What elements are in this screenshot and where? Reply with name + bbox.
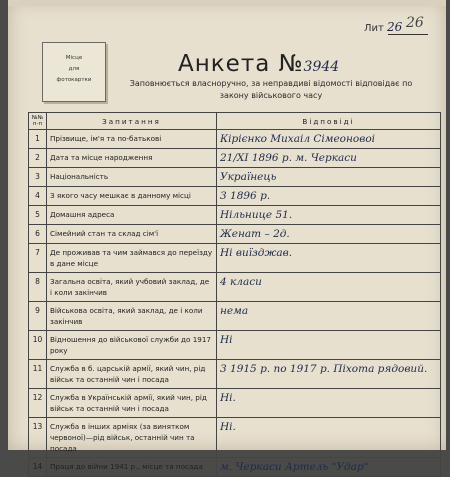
row-answer: Женат – 2д. [217, 225, 441, 244]
row-question: З якого часу мешкає в данному місці [47, 187, 217, 206]
row-question: Служба в б. царській армії, який чин, рід військ та останній чин і посада [47, 360, 217, 389]
row-question: Загальна освіта, який учбовий заклад, де і коли закінчив [47, 273, 217, 302]
table-header-row [29, 113, 441, 130]
row-number: 4 [29, 187, 47, 206]
row-question: Праця до війни 1941 р., місце та посада [47, 458, 217, 477]
header-num: №№ п-п [29, 113, 47, 130]
row-question: Прізвище, ім'я та по-батькові [47, 130, 217, 149]
row-answer: Кірієнко Михаіл Сімеоновоі [217, 130, 441, 149]
row-question: Де проживав та чим займався до переїзду в дане місце [47, 244, 217, 273]
table-row [29, 187, 441, 206]
table-row [29, 360, 441, 389]
sheet-label: Лит [364, 23, 384, 34]
photo-label-1: Місце [65, 55, 83, 61]
table-row [29, 130, 441, 149]
row-question: Сімейний стан та склад сім'ї [47, 225, 217, 244]
document-paper [8, 0, 446, 473]
row-number: 11 [29, 360, 47, 389]
row-number: 5 [29, 206, 47, 225]
header-answer: Відповіді [217, 113, 441, 130]
table-row [29, 206, 441, 225]
row-number: 13 [29, 418, 47, 458]
row-number: 14 [29, 458, 47, 477]
table-row [29, 302, 441, 331]
row-number: 8 [29, 273, 47, 302]
table-row [29, 273, 441, 302]
table-row [29, 389, 441, 418]
row-answer: 3 1915 р. по 1917 р. Піхота рядовий. [217, 360, 441, 389]
table-row [29, 225, 441, 244]
row-answer: Нільнице 51. [217, 206, 441, 225]
table-row [29, 458, 441, 477]
photo-placeholder [42, 42, 106, 102]
sheet-value: 26 [387, 20, 403, 34]
table-row [29, 244, 441, 273]
title-prefix: Анкета № [178, 51, 304, 77]
row-answer: Ні. [217, 389, 441, 418]
questionnaire-table [28, 112, 441, 477]
row-question: Відношення до військової служби до 1917 року [47, 331, 217, 360]
table-row [29, 149, 441, 168]
row-number: 6 [29, 225, 47, 244]
photo-label-3: фотокартки [56, 77, 92, 83]
row-answer: 21/XI 1896 р. м. Черкаси [217, 149, 441, 168]
row-question: Дата та місце народження [47, 149, 217, 168]
row-number: 7 [29, 244, 47, 273]
row-answer: 4 класи [217, 273, 441, 302]
row-number: 1 [29, 130, 47, 149]
row-answer: Ні виїзджав. [217, 244, 441, 273]
row-answer: 3 1896 р. [217, 187, 441, 206]
row-number: 2 [29, 149, 47, 168]
form-number: 3944 [303, 59, 340, 75]
row-question: Військова освіта, який заклад, де і коли закінчив [47, 302, 217, 331]
form-subtitle: Заповнюється власноручно, за неправдиві відомості відповідає по закону військового часу [129, 79, 413, 100]
table-row [29, 331, 441, 360]
row-answer: м. Черкаси Артель "Удар" [217, 458, 441, 477]
table-row [29, 168, 441, 187]
row-question: Служба в Українській армії, який чин, рід військ та останній чин і посада [47, 389, 217, 418]
sheet-stamp: 26 [406, 15, 424, 31]
row-number: 3 [29, 168, 47, 187]
row-question: Служба в інших арміях (за винятком червоної)—рід військ, останній чин та посада [47, 418, 217, 458]
row-number: 9 [29, 302, 47, 331]
row-answer: Ні [217, 331, 441, 360]
table-row [29, 418, 441, 458]
photo-label-2: для [68, 66, 80, 72]
row-number: 10 [29, 331, 47, 360]
sheet-number [364, 20, 402, 34]
form-title [178, 51, 339, 77]
row-number: 12 [29, 389, 47, 418]
row-answer: Ні. [217, 418, 441, 458]
sheet-underline [388, 34, 428, 35]
row-question: Домашня адреса [47, 206, 217, 225]
row-answer: нема [217, 302, 441, 331]
header-question: Запитання [47, 113, 217, 130]
row-question: Національність [47, 168, 217, 187]
row-answer: Українець [217, 168, 441, 187]
